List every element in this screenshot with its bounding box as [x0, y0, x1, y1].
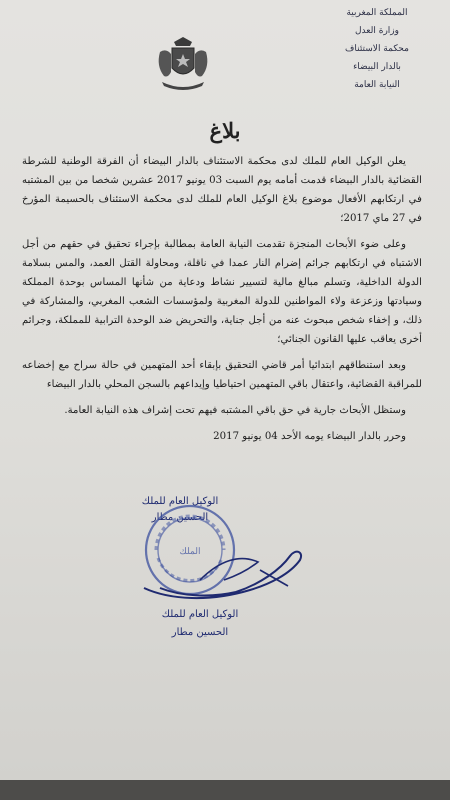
letterhead-line: المملكة المغربية: [346, 8, 408, 18]
handwritten-signature: [140, 540, 310, 610]
paragraph: وستظل الأبحاث جارية في حق باقي المشتبه فيهم تحت إشراف هذه النيابة العامة.: [64, 405, 406, 416]
document-body: [22, 152, 422, 453]
letterhead: [322, 4, 432, 94]
bottom-signature-block: [120, 606, 280, 642]
paragraph: وبعد استنطاقهم ابتدائيا أمر قاضي التحقيق بإبقاء أحد المتهمين في حالة سراح مع إخضاعه للمراقبة القضائية، واعتقال باقي المتهمين احتياطيا وإيداعهم بالسجن المحلي بالدار البيضاء: [22, 360, 422, 390]
document-title: بلاغ: [209, 118, 241, 143]
letterhead-line: وزارة العدل: [355, 26, 399, 36]
letterhead-line: بالدار البيضاء: [353, 62, 401, 72]
paragraph: يعلن الوكيل العام للملك لدى محكمة الاستئناف بالدار البيضاء أن الفرقة الوطنية للشرطة القضائية بالدار البيضاء قدمت أمامه يوم السبت 03 يونيو 2017 عشرين شخصا من بين المشتبه في ارتكابهم الأفعال موضوع بلاغ الوكيل العام للملك لدى محكمة الاستئناف بالحسيمة المؤرخ في 27 ماي 2017؛: [22, 156, 423, 224]
paragraph: وحرر بالدار البيضاء يومه الأحد 04 يونيو 2017: [213, 431, 406, 442]
coat-of-arms-emblem: [152, 36, 214, 94]
bottom-signatory-name: الحسين مطار: [171, 627, 229, 638]
background-surface: [0, 780, 450, 800]
letterhead-line: النيابة العامة: [354, 80, 400, 90]
signatory-name: الحسين مطار: [151, 512, 209, 523]
stamp-text: الملك: [179, 547, 201, 557]
paragraph: وعلى ضوء الأبحاث المنجزة تقدمت النيابة العامة بمطالبة بإجراء تحقيق في حقهم من أجل الاشتباه في ارتكابهم جرائم إضرام النار عمدا في ناقلة، ومحاولة القتل العمد، والمس بسلامة الدولة الداخلية، وتسلم مبالغ مالية لتسيير نشاط ودعاية من شأنها المساس بوحدة المملكة وسيادتها وزعزعة ولاء المواطنين للدولة المغربية ولمؤسسات الشعب المغربي، والمشاركة في ذلك، و إخفاء شخص مبحوث عنه من أجل جناية، والتحريض ضد الوحدة الترابية للمملكة، وجرائم أخرى يعاقب عليها القانون الجنائي؛: [22, 239, 422, 345]
signatory-title: الوكيل العام للملك: [141, 496, 219, 507]
letterhead-line: محكمة الاستئناف: [345, 44, 409, 54]
bottom-signatory-title: الوكيل العام للملك: [161, 609, 239, 620]
